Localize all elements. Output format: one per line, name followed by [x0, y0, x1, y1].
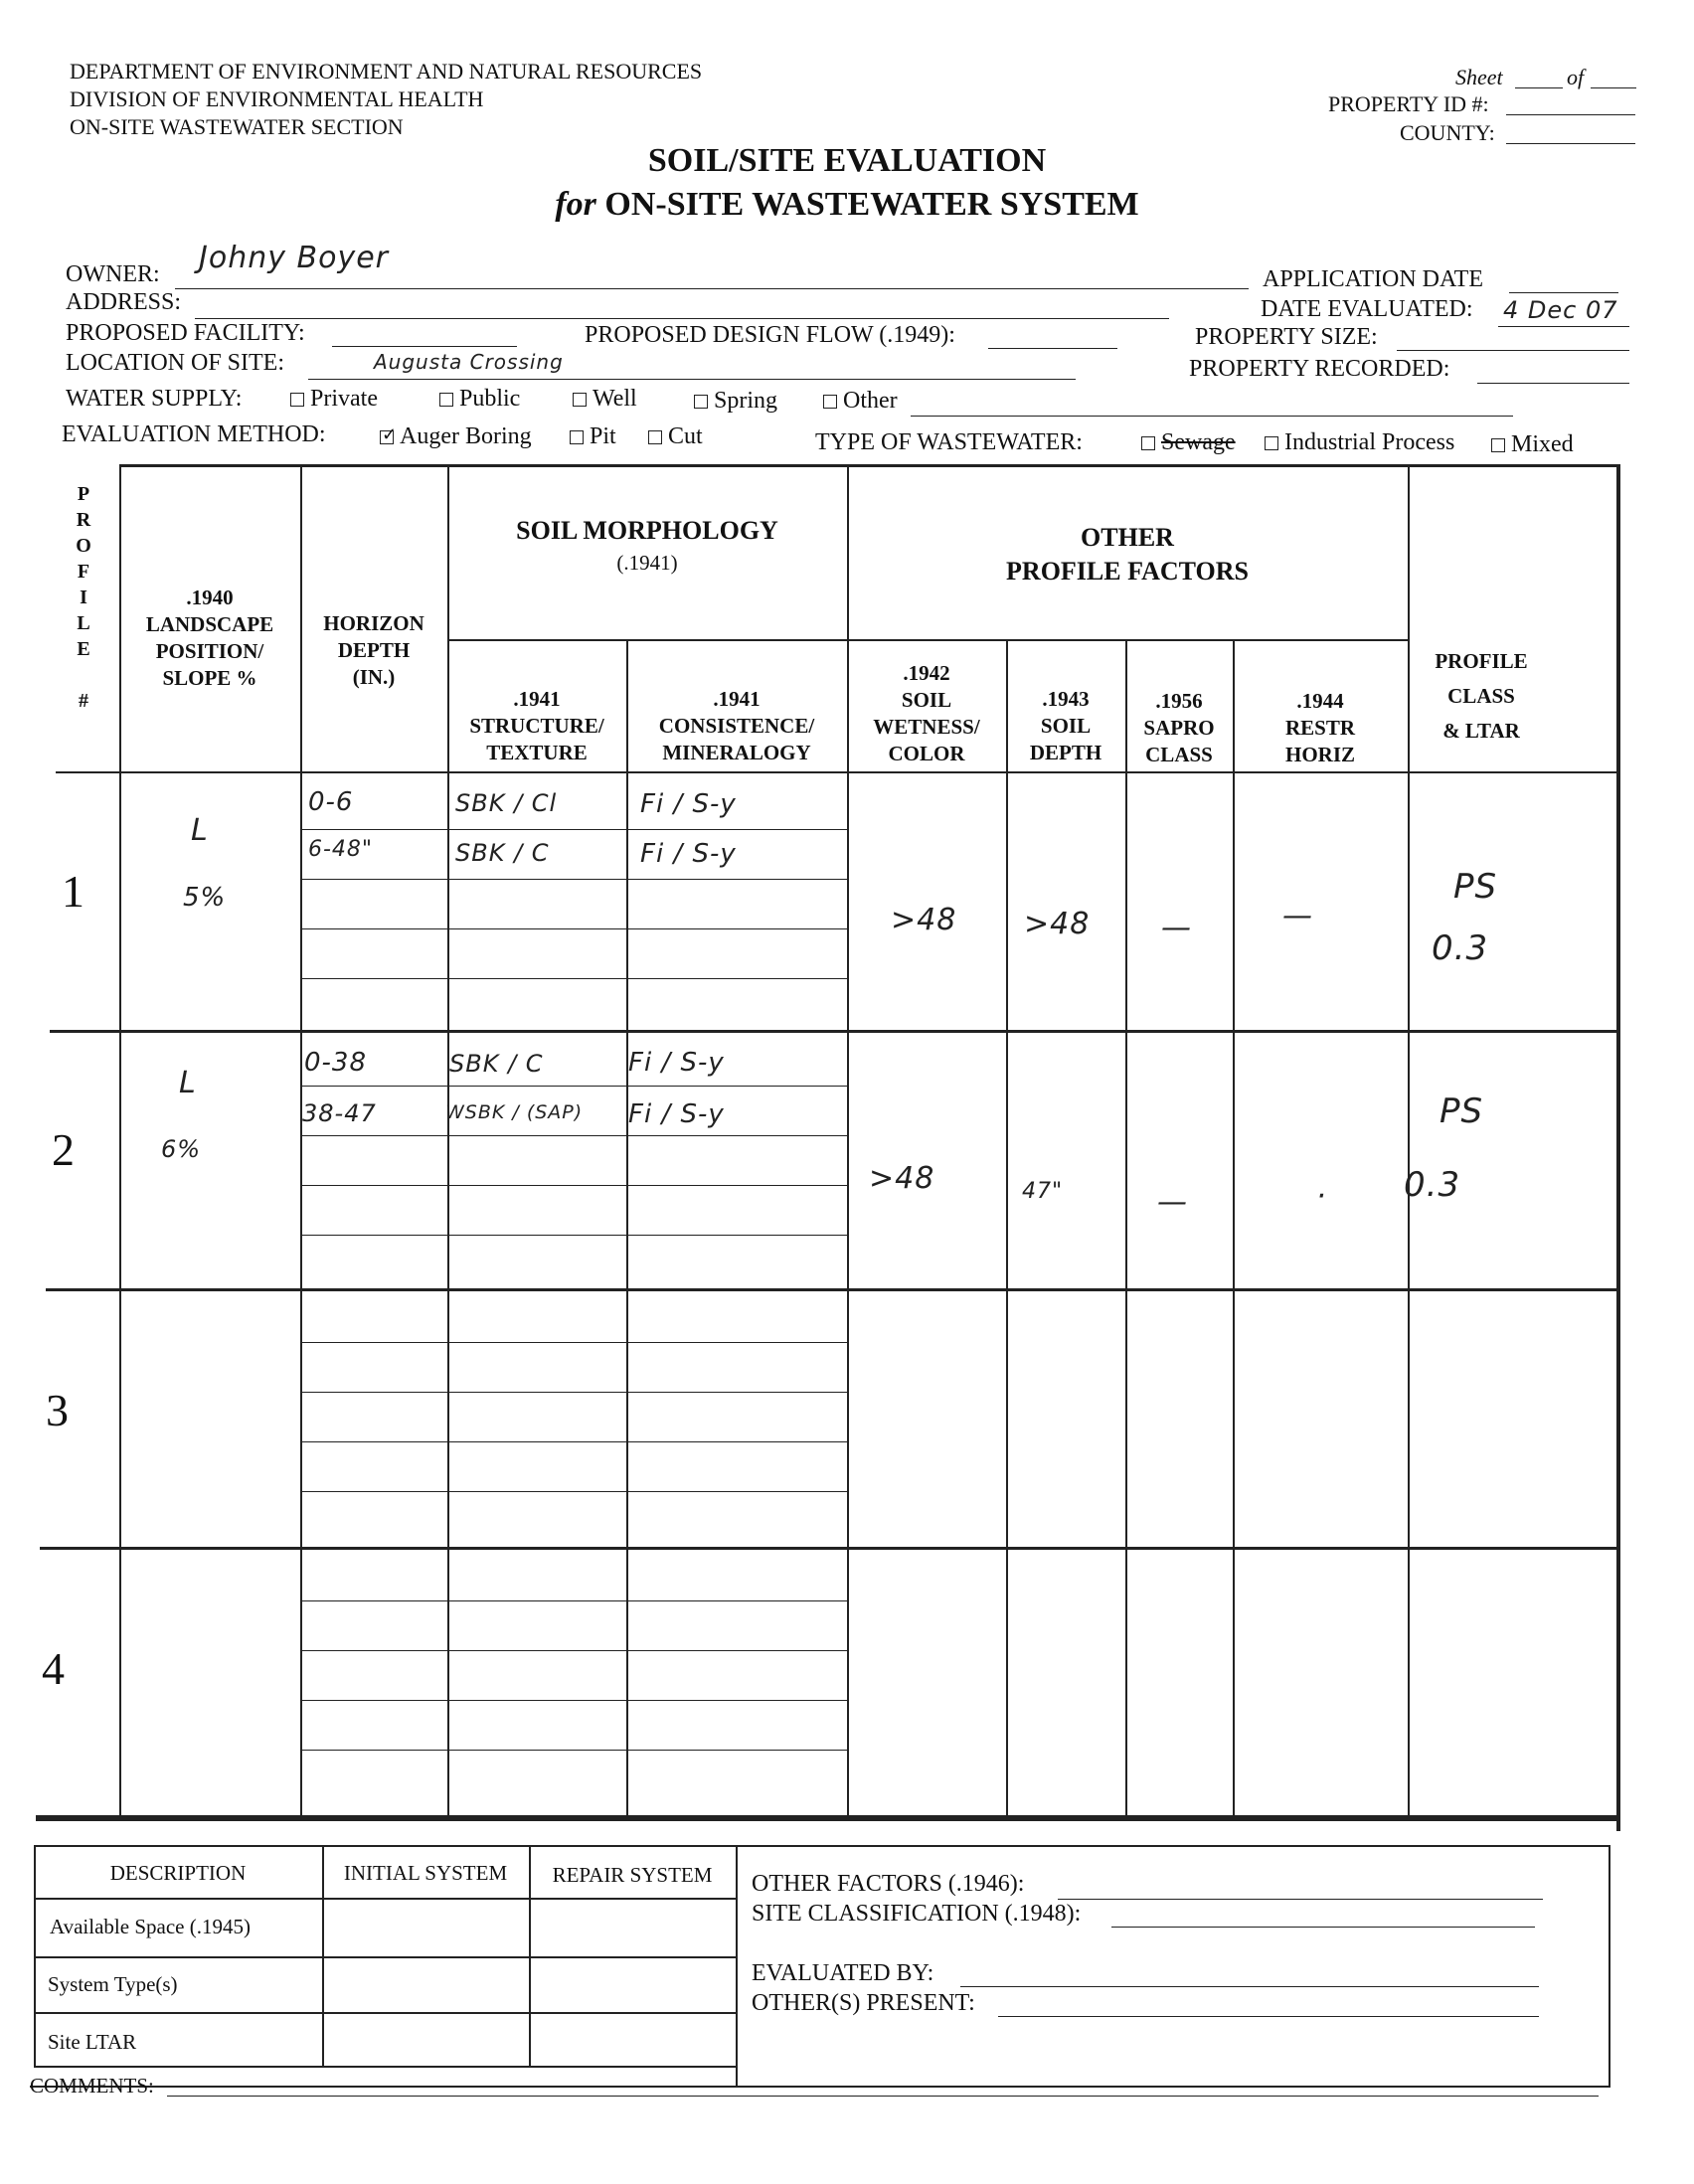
agency-line-2: DIVISION OF ENVIRONMENTAL HEALTH — [70, 86, 484, 111]
of-label: of — [1567, 65, 1585, 89]
horizon-line — [300, 1342, 847, 1343]
eval-method-auger[interactable]: ✓ Auger Boring — [382, 423, 532, 449]
horizon-line — [300, 1650, 847, 1651]
water-supply-public[interactable]: Public — [439, 386, 520, 413]
row2-consistence-2: Fi / S-y — [628, 1099, 725, 1129]
water-supply-label: WATER SUPPLY: — [66, 386, 243, 412]
checkbox-icon[interactable] — [823, 395, 837, 409]
checkbox-icon[interactable] — [694, 395, 708, 409]
col-divider — [447, 464, 449, 1816]
row1-slope: 5% — [183, 883, 227, 913]
col-divider — [1408, 464, 1410, 1816]
row1-consistence-1: Fi / S-y — [640, 789, 737, 819]
sheet-number-field[interactable] — [1515, 87, 1563, 88]
checkbox-icon[interactable] — [648, 430, 662, 444]
wastewater-mixed[interactable]: Mixed — [1491, 431, 1574, 458]
summary-top-border — [36, 1845, 1610, 1847]
horizon-line — [300, 879, 847, 880]
horizon-line — [300, 1441, 847, 1442]
water-supply-other-field[interactable] — [911, 416, 1513, 417]
row2-profile-class: PS — [1440, 1092, 1484, 1131]
row2-soil-depth: 47" — [1022, 1179, 1064, 1204]
sheet-label: Sheet — [1455, 65, 1503, 89]
eval-method-label: EVALUATION METHOD: — [62, 421, 326, 447]
row2-landscape-position: L — [179, 1066, 197, 1100]
proposed-facility-field[interactable] — [332, 346, 517, 347]
design-flow-field[interactable] — [988, 348, 1117, 349]
row2-wetness: >48 — [869, 1161, 935, 1196]
others-present-label: OTHER(S) PRESENT: — [752, 1990, 975, 2016]
checked-checkbox-icon[interactable]: ✓ — [382, 424, 398, 444]
structure-header: .1941 STRUCTURE/ TEXTURE — [469, 687, 604, 764]
row1-sapro: — — [1161, 911, 1192, 945]
profile-number: 2 — [52, 1124, 75, 1175]
row1-ltar: 0.3 — [1432, 928, 1489, 968]
row1-landscape-position: L — [191, 813, 209, 848]
row2-slope: 6% — [161, 1135, 202, 1163]
summary-col-divider — [736, 1845, 738, 2086]
row-separator — [40, 1547, 1616, 1550]
date-evaluated-field[interactable] — [1498, 326, 1629, 327]
horizon-line — [300, 1600, 847, 1601]
location-label: LOCATION OF SITE: — [66, 350, 284, 376]
row1-wetness: >48 — [891, 903, 957, 937]
checkbox-icon[interactable] — [1265, 436, 1278, 450]
application-date-field[interactable] — [1509, 292, 1618, 293]
row2-restr: · — [1316, 1179, 1327, 1214]
evaluated-by-label: EVALUATED BY: — [752, 1960, 934, 1986]
form-subtitle — [0, 186, 1694, 224]
water-supply-well[interactable]: Well — [573, 386, 637, 413]
horizon-line — [300, 1491, 847, 1492]
horizon-line — [300, 1135, 847, 1136]
summary-row-line — [34, 2066, 736, 2068]
header-bottom-line — [56, 771, 1616, 773]
water-supply-private[interactable]: Private — [290, 386, 378, 413]
summary-right-border — [1609, 1845, 1610, 2088]
sheet-total-field[interactable] — [1591, 87, 1636, 88]
profile-class-header: PROFILE CLASS & LTAR — [1435, 649, 1528, 743]
row2-structure-2: WSBK / (SAP) — [445, 1101, 584, 1123]
profile-number: 4 — [42, 1643, 65, 1694]
property-recorded-label: PROPERTY RECORDED: — [1189, 356, 1450, 382]
summary-bottom-border — [30, 2086, 1610, 2088]
soil-depth-header: .1943 SOIL DEPTH — [1029, 687, 1102, 764]
property-size-field[interactable] — [1397, 350, 1629, 351]
checkbox-icon[interactable] — [573, 393, 587, 407]
horizon-line — [300, 1750, 847, 1751]
agency-line-3: ON-SITE WASTEWATER SECTION — [70, 114, 404, 139]
other-profile-factors-header: OTHER PROFILE FACTORS — [1006, 523, 1249, 586]
system-type-label: System Type(s) — [48, 1972, 178, 1996]
subtitle-for: for — [555, 186, 596, 223]
col-divider — [1006, 641, 1008, 1816]
table-bottom-border — [36, 1815, 1620, 1821]
consistence-header: .1941 CONSISTENCE/ MINERALOGY — [658, 687, 815, 764]
row2-horizon-2: 38-47 — [302, 1099, 377, 1127]
checkbox-icon[interactable] — [1491, 438, 1505, 452]
soil-wetness-header: .1942 SOIL WETNESS/ COLOR — [873, 661, 980, 765]
location-value: Augusta Crossing — [374, 350, 564, 374]
others-present-field[interactable] — [998, 2016, 1539, 2017]
wastewater-sewage[interactable]: Sewage — [1141, 429, 1236, 456]
horizon-line — [300, 978, 847, 979]
row-separator — [50, 1030, 1616, 1033]
form-title: SOIL/SITE EVALUATION — [647, 142, 1047, 179]
comments-field[interactable] — [167, 2096, 1599, 2097]
row2-horizon-1: 0-38 — [304, 1048, 368, 1078]
repair-system-header: REPAIR SYSTEM — [552, 1863, 713, 1887]
checkbox-icon[interactable] — [439, 393, 453, 407]
horizon-line — [300, 1235, 847, 1236]
application-date-label: APPLICATION DATE — [1263, 266, 1483, 292]
owner-field[interactable] — [175, 288, 1249, 289]
soil-morphology-header: SOIL MORPHOLOGY — [516, 516, 778, 545]
other-factors-field[interactable] — [1058, 1899, 1543, 1900]
horizon-line — [300, 829, 847, 830]
row2-ltar: 0.3 — [1404, 1165, 1461, 1205]
restr-horiz-header: .1944 RESTR HORIZ — [1284, 689, 1356, 766]
row1-horizon-1: 0-6 — [308, 787, 354, 817]
eval-method-cut[interactable]: Cut — [648, 423, 703, 450]
comments-label: COMMENTS: — [30, 2074, 154, 2098]
water-supply-spring[interactable]: Spring — [694, 388, 777, 415]
row2-structure-1: SBK / C — [449, 1050, 544, 1078]
summary-row-line — [34, 1956, 736, 1958]
row-separator — [46, 1288, 1616, 1291]
date-evaluated-value: 4 Dec 07 — [1503, 296, 1618, 324]
row2-sapro: — — [1157, 1185, 1188, 1220]
col-divider — [1233, 641, 1235, 1816]
soil-morphology-code: (.1941) — [616, 551, 678, 575]
profile-vertical-label: P R O F I L E # — [76, 483, 91, 712]
site-classification-label: SITE CLASSIFICATION (.1948): — [752, 1901, 1082, 1927]
location-field[interactable] — [308, 379, 1076, 380]
profile-number: 1 — [62, 866, 85, 917]
summary-row-line — [34, 2012, 736, 2014]
eval-method-pit[interactable]: Pit — [570, 423, 616, 450]
water-supply-other[interactable]: Other — [823, 388, 898, 415]
row1-consistence-2: Fi / S-y — [640, 839, 737, 869]
row1-horizon-2: 6-48" — [308, 837, 374, 862]
property-id-field[interactable] — [1506, 114, 1635, 115]
row2-consistence-1: Fi / S-y — [628, 1048, 725, 1078]
evaluated-by-field[interactable] — [960, 1986, 1539, 1987]
checkbox-icon[interactable] — [290, 393, 304, 407]
horizon-line — [300, 928, 847, 929]
wastewater-label: TYPE OF WASTEWATER: — [815, 429, 1083, 455]
proposed-facility-label: PROPOSED FACILITY: — [66, 320, 305, 346]
initial-system-header: INITIAL SYSTEM — [343, 1861, 508, 1885]
wastewater-industrial[interactable]: Industrial Process — [1265, 429, 1454, 456]
header-subdivider — [447, 639, 1408, 641]
available-space-label: Available Space (.1945) — [50, 1915, 251, 1938]
checked-checkbox-icon[interactable] — [1141, 436, 1155, 450]
horizon-line — [300, 1392, 847, 1393]
row1-profile-class: PS — [1453, 867, 1498, 907]
sapro-class-header: .1956 SAPRO CLASS — [1143, 689, 1215, 766]
owner-value: Johny Boyer — [199, 241, 389, 275]
site-ltar-label: Site LTAR — [48, 2030, 137, 2054]
subtitle-text: ON-SITE WASTEWATER SYSTEM — [604, 186, 1139, 223]
date-evaluated-label: DATE EVALUATED: — [1261, 296, 1473, 322]
profile-number: 3 — [46, 1385, 69, 1435]
table-right-border — [1616, 464, 1620, 1831]
owner-label: OWNER: — [66, 261, 160, 287]
col-divider — [626, 641, 628, 1816]
row1-soil-depth: >48 — [1024, 907, 1091, 941]
description-header: DESCRIPTION — [109, 1861, 247, 1885]
horizon-line — [300, 1700, 847, 1701]
property-size-label: PROPERTY SIZE: — [1195, 324, 1378, 350]
agency-line-1: DEPARTMENT OF ENVIRONMENT AND NATURAL RESOURCES — [70, 59, 703, 84]
landscape-header: .1940 LANDSCAPE POSITION/ SLOPE % — [145, 586, 274, 690]
county-label: COUNTY: — [1400, 120, 1495, 145]
horizon-header: HORIZON DEPTH (IN.) — [323, 611, 424, 689]
site-classification-field[interactable] — [1111, 1927, 1535, 1928]
col-divider — [1125, 641, 1127, 1816]
address-field[interactable] — [195, 318, 1169, 319]
row1-structure-2: SBK / C — [455, 839, 550, 867]
row1-restr: — — [1282, 899, 1313, 933]
summary-row-line — [34, 1898, 736, 1900]
table-top-border — [119, 464, 1620, 467]
checkbox-icon[interactable] — [570, 430, 584, 444]
design-flow-label: PROPOSED DESIGN FLOW (.1949): — [585, 322, 955, 348]
property-id-label: PROPERTY ID #: — [1328, 91, 1489, 116]
horizon-line — [300, 1086, 847, 1087]
other-factors-label: OTHER FACTORS (.1946): — [752, 1871, 1025, 1897]
horizon-line — [300, 1185, 847, 1186]
address-label: ADDRESS: — [66, 289, 182, 315]
property-recorded-field[interactable] — [1477, 383, 1629, 384]
row1-structure-1: SBK / Cl — [455, 789, 558, 817]
